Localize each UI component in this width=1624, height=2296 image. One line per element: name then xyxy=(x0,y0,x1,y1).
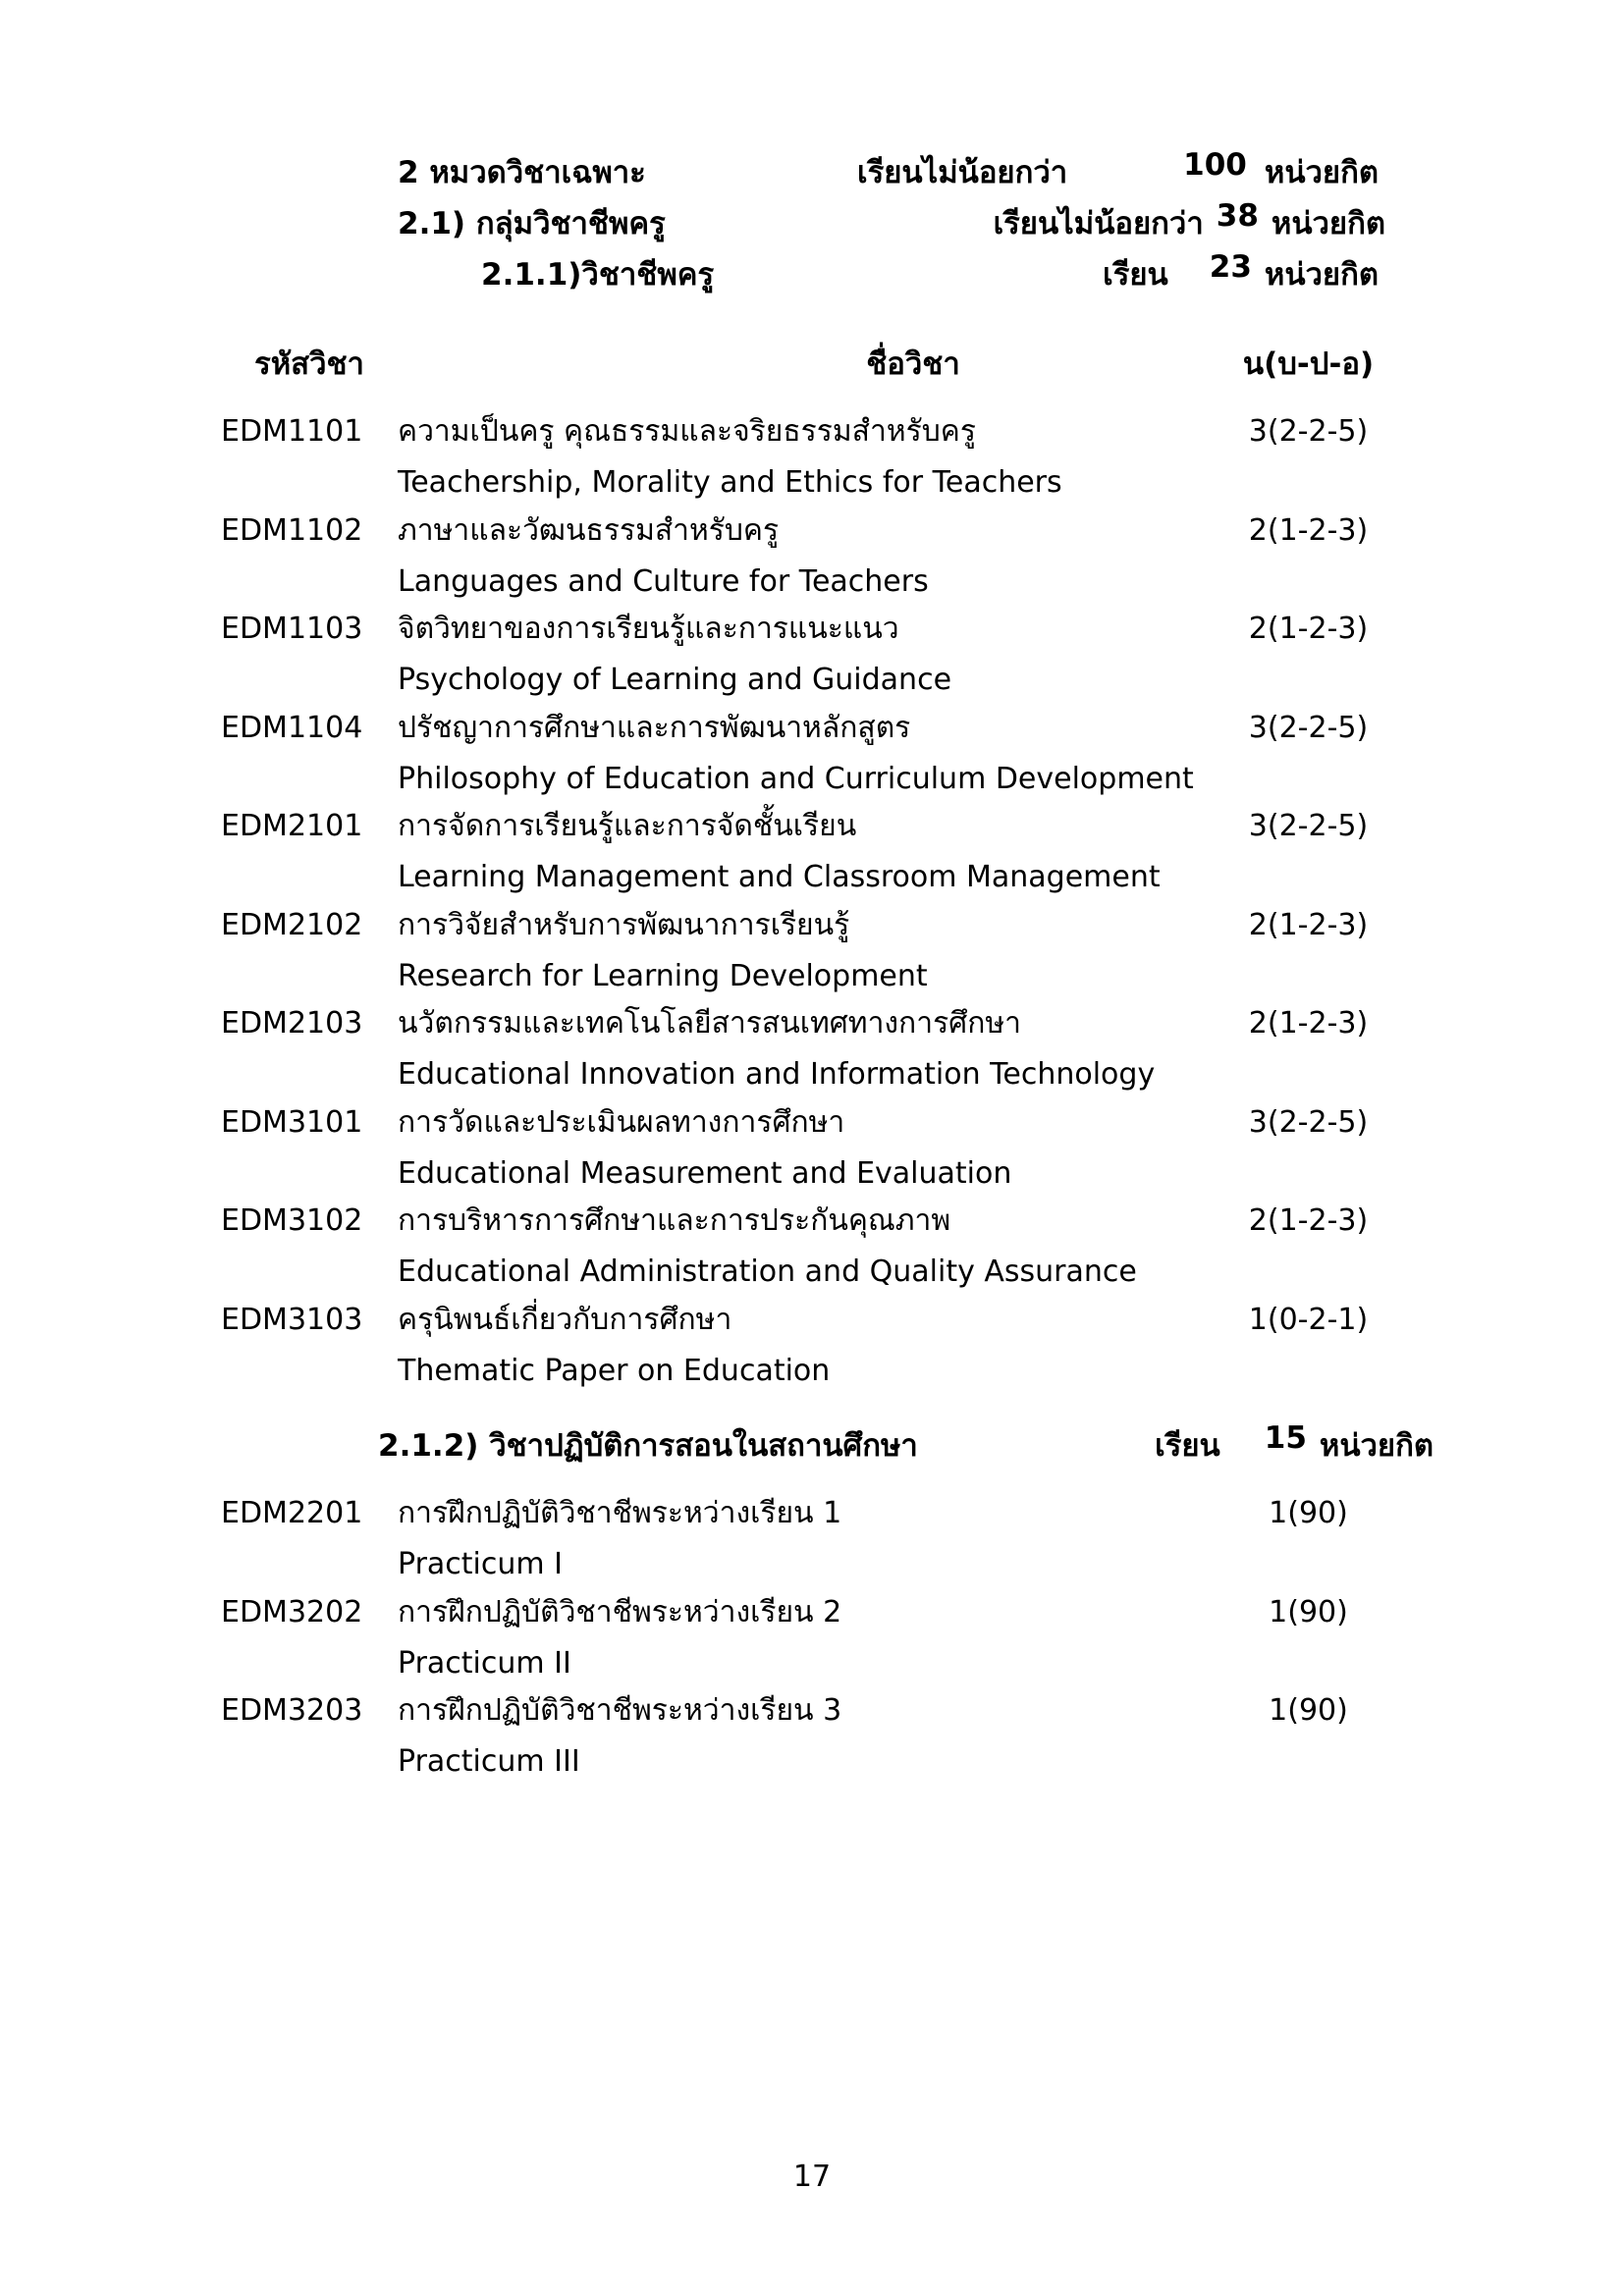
course-name-thai: การฝึกปฏิบัติวิชาชีพระหว่างเรียน 2 xyxy=(398,1594,842,1629)
section-heading-2-1-2: 2.1.2) วิชาปฏิบัติการสอนในสถานศึกษา xyxy=(378,1428,918,1464)
course-credits: 2(1-2-3) xyxy=(1248,512,1369,548)
course-name-thai: การฝึกปฏิบัติวิชาชีพระหว่างเรียน 1 xyxy=(398,1496,842,1530)
section-2-1-requirement-label: เรียนไม่น้อยกว่า xyxy=(993,206,1204,241)
table-row xyxy=(221,610,1394,709)
course-name-english: Languages and Culture for Teachers xyxy=(398,563,929,599)
course-credits: 1(0-2-1) xyxy=(1248,1302,1369,1337)
section-heading-2: 2 หมวดวิชาเฉพาะ xyxy=(398,155,646,190)
course-credits: 2(1-2-3) xyxy=(1248,1006,1369,1041)
course-code: EDM2102 xyxy=(221,907,363,942)
course-name-thai: การบริหารการศึกษาและการประกันคุณภาพ xyxy=(398,1203,951,1238)
course-code: EDM2103 xyxy=(221,1006,363,1041)
course-name-english: Psychology of Learning and Guidance xyxy=(398,663,952,697)
course-code: EDM3203 xyxy=(221,1693,363,1728)
course-name-english: Educational Administration and Quality Assurance xyxy=(398,1255,1137,1289)
section-2-1-2-credits xyxy=(1155,1420,1434,1469)
section-2-1-2-credit-value: 15 xyxy=(1264,1420,1307,1456)
table-row xyxy=(221,1301,1394,1400)
course-name-english: Educational Innovation and Information Technology xyxy=(398,1057,1156,1092)
course-list-2-1-2 xyxy=(221,1494,1394,1790)
course-code: EDM2201 xyxy=(221,1496,363,1530)
course-name-english: Practicum III xyxy=(398,1744,580,1779)
course-name-english: Philosophy of Education and Curriculum Development xyxy=(398,761,1194,796)
course-name-english: Thematic Paper on Education xyxy=(398,1353,831,1388)
course-credits: 1(90) xyxy=(1269,1496,1348,1530)
course-credits: 2(1-2-3) xyxy=(1248,612,1369,646)
course-credits: 2(1-2-3) xyxy=(1248,907,1369,942)
course-code: EDM1102 xyxy=(221,512,363,548)
table-row xyxy=(221,807,1394,906)
column-header-course-code: รหัสวิชา xyxy=(254,347,364,382)
page-number: 17 xyxy=(792,2160,832,2194)
course-list-2-1-1 xyxy=(221,412,1394,1399)
course-name-english: Practicum I xyxy=(398,1547,563,1581)
course-name-thai: การวัดและประเมินผลทางการศึกษา xyxy=(398,1104,845,1140)
course-name-thai: การจัดการเรียนรู้และการจัดชั้นเรียน xyxy=(398,809,857,843)
course-credits: 3(2-2-5) xyxy=(1248,809,1369,843)
course-code: EDM3202 xyxy=(221,1594,363,1629)
table-row xyxy=(221,906,1394,1005)
section-2-requirement-label: เรียนไม่น้อยกว่า xyxy=(857,155,1068,190)
course-credits: 1(90) xyxy=(1269,1693,1348,1728)
course-credits: 3(2-2-5) xyxy=(1248,1104,1369,1140)
course-name-thai: ความเป็นครู คุณธรรมและจริยธรรมสำหรับครู xyxy=(398,414,976,449)
column-header-course-name: ชื่อวิชา xyxy=(866,347,960,382)
course-name-english: Research for Learning Development xyxy=(398,958,928,993)
table-row xyxy=(221,709,1394,808)
section-2-credit-value: 100 xyxy=(1183,147,1247,183)
course-name-english: Educational Measurement and Evaluation xyxy=(398,1155,1012,1191)
course-name-english: Practicum II xyxy=(398,1645,571,1681)
section-2-1-1-credit-unit: หน่วยกิต xyxy=(1264,257,1379,293)
course-name-thai: การฝึกปฏิบัติวิชาชีพระหว่างเรียน 3 xyxy=(398,1693,842,1728)
table-column-headers xyxy=(221,339,1394,388)
section-2-1-1-requirement-label: เรียน xyxy=(1103,257,1168,293)
course-name-thai: การวิจัยสำหรับการพัฒนาการเรียนรู้ xyxy=(398,907,850,942)
course-name-english: Learning Management and Classroom Management xyxy=(398,860,1161,894)
section-2-1-credit-value: 38 xyxy=(1216,198,1259,234)
course-code: EDM3101 xyxy=(221,1104,363,1140)
section-heading-2-1-1: 2.1.1)วิชาชีพครู xyxy=(481,257,715,293)
course-name-thai: ภาษาและวัฒนธรรมสำหรับครู xyxy=(398,512,780,548)
course-name-english: Teachership, Morality and Ethics for Teachers xyxy=(398,465,1062,500)
course-code: EDM3102 xyxy=(221,1203,363,1238)
course-credits: 3(2-2-5) xyxy=(1248,414,1369,449)
table-row xyxy=(221,1494,1394,1593)
section-heading-2-1: 2.1) กลุ่มวิชาชีพครู xyxy=(398,206,666,241)
course-name-thai: ปรัชญาการศึกษาและการพัฒนาหลักสูตร xyxy=(398,710,911,745)
course-name-thai: จิตวิทยาของการเรียนรู้และการแนะแนว xyxy=(398,612,899,646)
table-row xyxy=(221,511,1394,611)
course-credits: 3(2-2-5) xyxy=(1248,710,1369,745)
section-2-1-2-requirement-label: เรียน xyxy=(1155,1428,1220,1464)
section-2-1-2-credit-unit: หน่วยกิต xyxy=(1319,1428,1434,1464)
course-credits: 2(1-2-3) xyxy=(1248,1203,1369,1238)
section-2-1-1-credits xyxy=(1103,249,1379,298)
table-row xyxy=(221,1201,1394,1301)
section-2-1-1-credit-value: 23 xyxy=(1209,249,1252,285)
section-2-credit-unit: หน่วยกิต xyxy=(1264,155,1379,190)
table-row xyxy=(221,1691,1394,1790)
table-row xyxy=(221,1004,1394,1103)
table-row xyxy=(221,1593,1394,1692)
course-name-thai: ครุนิพนธ์เกี่ยวกับการศึกษา xyxy=(398,1302,732,1337)
course-code: EDM2101 xyxy=(221,809,363,843)
course-code: EDM1104 xyxy=(221,710,363,745)
course-name-thai: นวัตกรรมและเทคโนโลยีสารสนเทศทางการศึกษา xyxy=(398,1006,1022,1041)
section-2-1-credit-unit: หน่วยกิต xyxy=(1271,206,1385,241)
table-row xyxy=(221,1103,1394,1202)
course-code: EDM3103 xyxy=(221,1302,363,1337)
course-credits: 1(90) xyxy=(1269,1594,1348,1629)
course-code: EDM1101 xyxy=(221,414,363,449)
section-2-credits xyxy=(1183,147,1379,196)
course-code: EDM1103 xyxy=(221,612,363,646)
column-header-credits: น(บ-ป-อ) xyxy=(1242,347,1375,382)
section-2-1-credits xyxy=(994,198,1385,247)
table-row xyxy=(221,412,1394,511)
